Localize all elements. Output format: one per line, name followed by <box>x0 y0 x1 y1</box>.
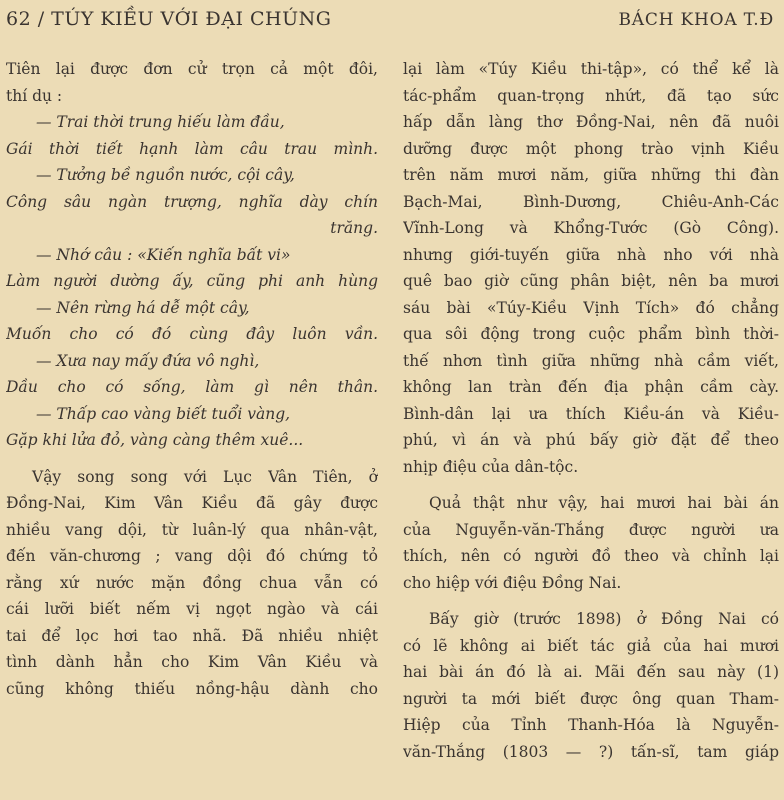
text-line: qua sôi động trong cuộc phẩm bình thời- <box>403 325 779 343</box>
text-line: Đồng-Nai, Kim Vân Kiều đã gây được <box>6 494 378 512</box>
text-line: tác-phẩm quan-trọng nhứt, đã tạo sức <box>403 86 779 105</box>
text-line: có lẽ không ai biết tác giả của hai mươi <box>403 636 779 655</box>
text-line: trên năm mươi năm, giữa những thi đàn <box>403 166 779 184</box>
running-title: 62 / TÚY KIỀU VỚI ĐẠI CHÚNG <box>6 8 332 30</box>
text-line: phú, vì án và phú bấy giờ đặt để theo <box>403 431 779 449</box>
text-line: cho hiệp với điệu Đồng Nai. <box>403 573 622 592</box>
text-line: Bạch-Mai, Bình-Dương, Chiêu-Anh-Các <box>403 192 779 211</box>
text-line: hấp dẫn làng thơ Đồng-Nai, nên đã nuôi <box>403 113 779 131</box>
verse-line: trăng. <box>330 219 378 237</box>
body-paragraph <box>6 464 378 703</box>
text-line: Tiên lại được đơn cử trọn cả một đôi, <box>6 60 378 78</box>
spacer <box>6 454 378 464</box>
verse-line: — Xưa nay mấy đứa vô nghì, <box>36 351 260 370</box>
verse-line: Công sâu ngàn trượng, nghĩa dày chín <box>6 192 378 211</box>
text-line: Quả thật như vậy, hai mươi hai bài án <box>429 494 779 512</box>
text-line: nhịp điệu của dân-tộc. <box>403 457 579 476</box>
text-line: rằng xứ nước mặn đồng chua vẫn có <box>6 573 378 592</box>
right-column <box>403 56 779 765</box>
text-line: Hiệp của Tỉnh Thanh-Hóa là Nguyễn- <box>403 716 779 734</box>
text-line: Vĩnh-Long và Khổng-Tước (Gò Công). <box>403 219 779 237</box>
text-line: không lan tràn đến địa phận cầm cày. <box>403 378 779 396</box>
verse-block <box>6 109 378 454</box>
spacer <box>403 480 779 490</box>
text-line: thích, nên có người đồ theo và chỉnh lại <box>403 547 779 565</box>
text-line: dưỡng được một phong trào vịnh Kiều <box>403 139 779 158</box>
verse-line: Gặp khi lửa đỏ, vàng càng thêm xuê... <box>6 431 304 449</box>
verse-line: — Nên rừng há dễ một cây, <box>36 298 250 317</box>
left-column <box>6 56 378 702</box>
page-header <box>6 8 774 34</box>
text-line: thí dụ : <box>6 86 63 105</box>
verse-line: Muốn cho có đó cùng đây luôn vần. <box>6 325 378 343</box>
verse-line: — Nhớ câu : «Kiến nghĩa bất vi» <box>36 245 291 264</box>
verse-line: Làm người dường ấy, cũng phi anh hùng <box>6 272 378 290</box>
text-line: Vậy song song với Lục Vân Tiên, ở <box>32 467 378 486</box>
body-paragraph <box>403 56 779 480</box>
text-line: nhưng giới-tuyến giữa nhà nho với nhà <box>403 245 779 264</box>
body-paragraph <box>403 606 779 765</box>
text-line: Bấy giờ (trước 1898) ở Đồng Nai có <box>429 610 779 628</box>
text-line: lại làm «Túy Kiều thi-tập», có thể kể là <box>403 60 779 78</box>
verse-line: Gái thời tiết hạnh làm câu trau mình. <box>6 139 378 158</box>
text-line: quê bao giờ cũng phân biệt, nên ba mươi <box>403 272 779 290</box>
spacer <box>403 596 779 606</box>
intro-text <box>6 56 378 109</box>
verse-line: — Trai thời trung hiếu làm đầu, <box>36 113 285 131</box>
text-line: tai để lọc hơi tao nhã. Đã nhiều nhiệt <box>6 626 378 645</box>
text-line: sáu bài «Túy-Kiều Vịnh Tích» đó chẳng <box>403 298 779 317</box>
verse-line: Dầu cho có sống, làm gì nên thân. <box>6 378 378 396</box>
text-line: Bình-dân lại ưa thích Kiều-án và Kiều- <box>403 404 779 423</box>
text-line: của Nguyễn-văn-Thắng được người ưa <box>403 520 779 539</box>
text-line: người ta mới biết được ông quan Tham- <box>403 689 779 708</box>
verse-line: — Thấp cao vàng biết tuổi vàng, <box>36 404 291 423</box>
publication-title: BÁCH KHOA T.Đ <box>618 10 774 30</box>
text-line: cái lưỡi biết nếm vị ngọt ngào và cái <box>6 600 378 618</box>
text-line: đến văn-chương ; vang dội đó chứng tỏ <box>6 547 378 565</box>
text-line: văn-Thắng (1803 — ?) tấn-sĩ, tam giáp <box>403 742 779 761</box>
text-line: tình dành hẳn cho Kim Vân Kiều và <box>6 653 378 671</box>
verse-line: — Tưởng bề nguồn nước, cội cây, <box>36 166 295 184</box>
text-line: thế nhơn tình giữa những nhà cầm viết, <box>403 351 779 370</box>
body-paragraph <box>403 490 779 596</box>
text-line: nhiều vang dội, từ luân-lý qua nhân-vật, <box>6 520 378 539</box>
text-line: cũng không thiếu nồng-hậu dành cho <box>6 679 378 698</box>
text-line: hai bài án đó là ai. Mãi đến sau này (1) <box>403 663 779 681</box>
